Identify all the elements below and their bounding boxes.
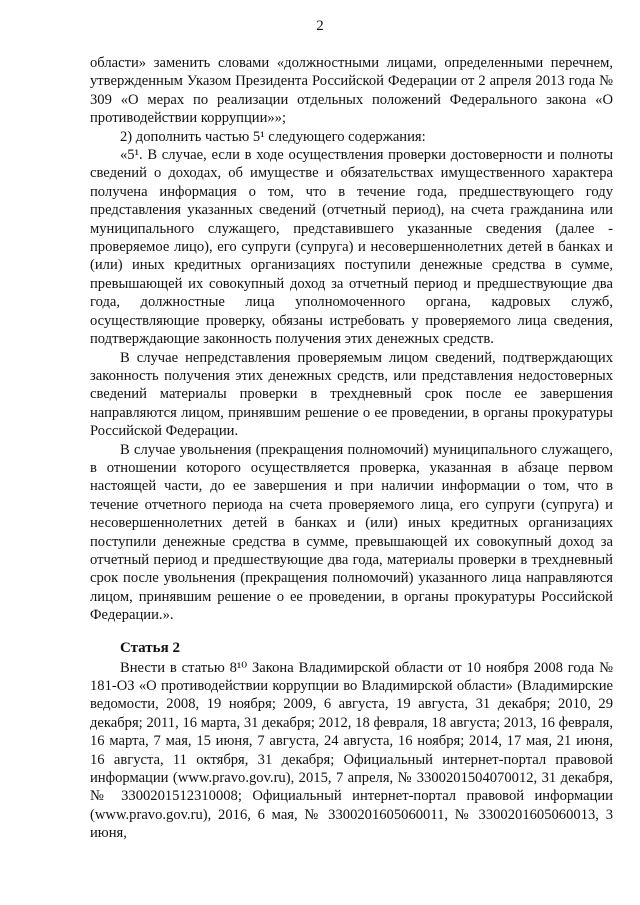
paragraph-article-2-text: Внести в статью 8¹⁰ Закона Владимирской области от 10 ноября 2008 года № 181-ОЗ «О противодействии коррупции во Владимирской области» (Владимирские ведомости, 2008, 19 ноября; 2009, 6 августа, 19 августа, 31 декабря; 2010, 29 декабря; 2011, 16 марта, 31 декабря; 2012, 18 февраля, 18 августа; 2013, 16 февраля, 16 марта, 7 мая, 15 июня, 7 августа, 24 августа, 16 ноября; 2014, 17 мая, 21 июня, 16 августа, 11 октября, 31 декабря; Официальный интернет-портал правовой информации (www.pravo.gov.ru), 2015, 7 апреля, № 3300201504070012, 31 декабря, № 3300201512310008; Официальный интернет-портал правовой информации (www.pravo.gov.ru), 2016, 6 мая, № 3300201605060011, № 3300201605060013, 3 июня, <box>90 659 613 842</box>
paragraph-non-submission: В случае непредставления проверяемым лицом сведений, подтверждающих законность получения этих денежных средств, или представления недостоверных сведений материалы проверки в трехдневный срок после ее завершения направляются лицом, принявшим решение о ее проведении, в органы прокуратуры Российской Федерации. <box>90 349 613 440</box>
page-number: 2 <box>316 18 324 34</box>
article-2-heading: Статья 2 <box>120 639 180 656</box>
paragraph-amendment-item-2: 2) дополнить частью 5¹ следующего содержания: <box>120 128 426 145</box>
document-body <box>90 54 613 843</box>
paragraph-continuation: области» заменить словами «должностными лицами, определенными перечнем, утвержденным Указом Президента Российской Федерации от 2 апреля 2013 года № 309 «О мерах по реализации отдельных положений Федерального закона «О противодействии коррупции»»; <box>90 55 613 127</box>
paragraph-dismissal: В случае увольнения (прекращения полномочий) муниципального служащего, в отношении которого осуществляется проверка, указанная в абзаце первом настоящей части, до ее завершения и при наличии информации о том, что в течение отчетного периода на счета проверяемого лица, его супруги (супруга) и несовершеннолетних детей в банках и (или) иных кредитных организациях поступили денежные средства в сумме, превышающей их совокупный доход за отчетный период и предшествующие два года, материалы проверки в трехдневный срок после увольнения (прекращения полномочий) указанного лица направляются лицом, принявшим решение о ее проведении, в органы прокуратуры Российской Федерации.». <box>90 441 613 624</box>
paragraph-part-5-1: «5¹. В случае, если в ходе осуществления проверки достоверности и полноты сведений о доходах, об имуществе и обязательствах имущественного характера получена информация о том, что в течение года, предшествующего году представления указанных сведений (отчетный период), на счета гражданина или муниципального служащего, представившего указанные сведения (далее - проверяемое лицо), его супруги (супруга) и несовершеннолетних детей в банках и (или) иных кредитных организациях поступили денежные средства в сумме, превышающей их совокупный доход за отчетный период и предшествующие два года, должностные лица уполномоченного органа, кадровых служб, осуществляющие проверку, обязаны истребовать у проверяемого лица сведения, подтверждающие законность получения этих денежных средств. <box>90 147 613 348</box>
